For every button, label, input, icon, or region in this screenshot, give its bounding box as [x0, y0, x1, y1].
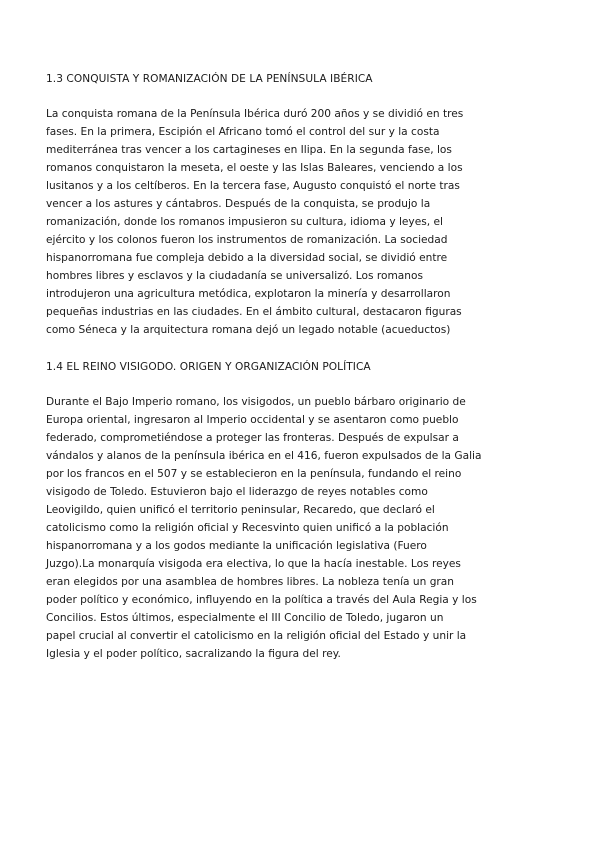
text-line: ejército y los colonos fueron los instrumentos de romanización. La sociedad	[46, 234, 448, 246]
text-line: Concilios. Estos últimos, especialmente el III Concilio de Toledo, jugaron un	[46, 612, 444, 624]
text-line: Iglesia y el poder político, sacralizando la figura del rey.	[46, 648, 341, 660]
text-line: papel crucial al convertir el catolicismo en la religión oficial del Estado y unir la	[46, 630, 467, 642]
text-line: Durante el Bajo Imperio romano, los visigodos, un pueblo bárbaro originario de	[46, 396, 466, 408]
text-line: federado, comprometiéndose a proteger las fronteras. Después de expulsar a	[46, 432, 459, 444]
text-line: visigodo de Toledo. Estuvieron bajo el liderazgo de reyes notables como	[46, 486, 428, 498]
text-line: hispanorromana y a los godos mediante la unificación legislativa (Fuero	[46, 540, 427, 552]
text-line: vándalos y alanos de la península ibérica en el 416, fueron expulsados de la Galia	[46, 450, 482, 462]
text-line: hombres libres y esclavos y la ciudadanía se universalizó. Los romanos	[46, 270, 423, 282]
text-line: por los francos en el 507 y se establecieron en la península, fundando el reino	[46, 468, 462, 480]
text-line: hispanorromana fue compleja debido a la diversidad social, se dividió entre	[46, 252, 448, 264]
text-line: romanos conquistaron la meseta, el oeste y las Islas Baleares, venciendo a los	[46, 162, 463, 174]
text-line: catolicismo como la religión oficial y Recesvinto quien unificó a la población	[46, 522, 449, 534]
text-line: Leovigildo, quien unificó el territorio peninsular, Recaredo, que declaró el	[46, 504, 435, 516]
text-line: poder político y económico, influyendo en la política a través del Aula Regia y los	[46, 594, 477, 606]
text-line: Juzgo).La monarquía visigoda era electiva, lo que la hacía inestable. Los reyes	[46, 558, 461, 570]
text-line: lusitanos y a los celtíberos. En la tercera fase, Augusto conquistó el norte tras	[46, 180, 460, 192]
text-line: fases. En la primera, Escipión el Africano tomó el control del sur y la costa	[46, 126, 440, 138]
section-heading-conquista: 1.3 CONQUISTA Y ROMANIZACIÓN DE LA PENÍNSULA IBÉRICA	[46, 73, 373, 85]
section-heading-reino-visigodo: 1.4 EL REINO VISIGODO. ORIGEN Y ORGANIZACIÓN POLÍTICA	[46, 361, 371, 373]
text-line: La conquista romana de la Península Ibérica duró 200 años y se dividió en tres	[46, 108, 464, 120]
text-line: romanización, donde los romanos impusieron su cultura, idioma y leyes, el	[46, 216, 443, 228]
text-line: vencer a los astures y cántabros. Después de la conquista, se produjo la	[46, 198, 431, 210]
text-line: pequeñas industrias en las ciudades. En el ámbito cultural, destacaron figuras	[46, 306, 462, 318]
text-line: mediterránea tras vencer a los cartagineses en Ilipa. En la segunda fase, los	[46, 144, 452, 156]
text-line: como Séneca y la arquitectura romana dejó un legado notable (acueductos)	[46, 324, 451, 336]
text-line: eran elegidos por una asamblea de hombres libres. La nobleza tenía un gran	[46, 576, 454, 588]
section-paragraph-reino-visigodo	[46, 393, 566, 663]
text-line: introdujeron una agricultura metódica, explotaron la minería y desarrollaron	[46, 288, 451, 300]
section-paragraph-conquista	[46, 105, 566, 339]
text-line: Europa oriental, ingresaron al Imperio occidental y se asentaron como pueblo	[46, 414, 459, 426]
